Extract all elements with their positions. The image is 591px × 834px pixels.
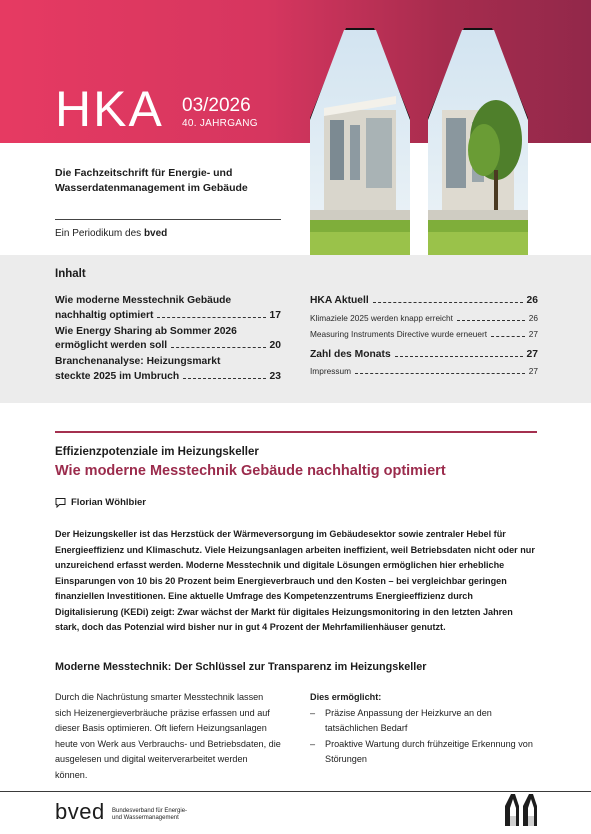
toc-page-number: 26 <box>526 295 538 306</box>
contents-heading: Inhalt <box>55 268 86 280</box>
issue-number: 03/2026 <box>182 95 251 116</box>
contents-left-column <box>55 294 281 386</box>
info-box-heading: Dies ermöglicht: <box>310 692 382 702</box>
toc-sub-entry[interactable] <box>310 365 538 378</box>
toc-sub-title: Klimaziele 2025 werden knapp erreicht <box>310 312 453 323</box>
toc-page-number: 23 <box>269 370 281 382</box>
article-headline: Wie moderne Messtechnik Gebäude nachhaltig optimiert <box>55 463 446 479</box>
toc-sub-title: Measuring Instruments Directive wurde erneuert <box>310 328 488 339</box>
toc-entry[interactable] <box>55 355 281 384</box>
author-name: Florian Wöhlbier <box>71 497 146 508</box>
toc-section-title: HKA Aktuell <box>310 295 369 306</box>
org-line-2: und Wassermanagement <box>112 815 179 821</box>
leader-dots <box>171 347 265 348</box>
article-author <box>55 497 146 508</box>
speech-bubble-icon <box>55 497 66 508</box>
bullet-text: Proaktive Wartung durch frühzeitige Erkennung von Störungen <box>325 738 533 764</box>
article-lead: Der Heizungskeller ist das Herzstück der Wärmeversorgung im Gebäudesektor sowie zentraler Hebel für Energieeffizienz und Klimaschutz. Viele Heizungsanlagen arbeiten ineffizient, weil Betriebsdaten nicht oder nur unzureichend erfasst werden. Moderne Messtechnik und digitale Lösungen ermöglichen hier erhebliche Einsparungen von 10 bis 20 Prozent beim Energieverbrauch und den Kosten – bei vergleichbar geringen finanziellen Investitionen. Eine aktuelle Umfrage des Kompetenzzentrums Energieeffizienz durch Digitalisierung (KEDi) zeigt: Zwar wächst der Markt für digitales Heizungsmonitoring in den letzten Jahren stark, doch das Potenzial wird bisher nur in gut 4 Prozent der Mehrfamilienhäuser genutzt. <box>55 529 535 632</box>
volume-label: 40. JAHRGANG <box>182 118 258 129</box>
leader-dots <box>395 356 523 357</box>
leader-dots <box>491 336 525 337</box>
bullet-text: Präzise Anpassung der Heizkurve an den tatsächlichen Bedarf <box>325 707 492 733</box>
publisher-prefix: Ein Periodikum des <box>55 228 144 239</box>
toc-entry-title-line2: steckte 2025 im Umbruch <box>55 370 180 382</box>
leader-dots <box>183 378 265 379</box>
article-body-left: Durch die Nachrüstung smarter Messtechnik lassen sich Heizenergieverbräuche präzise erfassen und auf dieser Basis optimieren. Oft liefern Heizungsanlagen heute von Werk aus Verbrauchs- und Betriebsdaten, die ausgelesen und digital weiterverarbeitet werden können. <box>55 692 281 780</box>
toc-page-number: 27 <box>528 328 538 339</box>
bved-org-name <box>112 808 222 822</box>
publisher-org: bved <box>143 228 168 239</box>
article-kicker: Effizienzpotenziale im Heizungskeller <box>55 446 259 458</box>
leader-dots <box>373 302 523 303</box>
bullet-item <box>310 706 538 737</box>
toc-section-zahl-des-monats[interactable] <box>310 348 538 363</box>
contents-right-column <box>310 294 538 378</box>
divider <box>55 219 281 220</box>
toc-page-number: 17 <box>269 309 281 321</box>
aa-mark-icon <box>502 790 540 828</box>
toc-section-title: Zahl des Monats <box>310 348 391 360</box>
bullet-item <box>310 737 538 768</box>
bved-logo: bved <box>55 799 105 824</box>
toc-page-number: 27 <box>528 366 538 376</box>
aa-photo-graphic <box>300 0 591 262</box>
magazine-logo: HKA <box>55 81 164 137</box>
toc-entry-title-line1: Wie Energy Sharing ab Sommer 2026 <box>55 325 237 337</box>
magazine-tagline: Die Fachzeitschrift für Energie- und Wasserdatenmanagement im Gebäude <box>55 167 248 194</box>
bullet-marker: – <box>310 738 316 749</box>
leader-dots <box>157 317 265 318</box>
toc-entry-title-line2: ermöglicht werden soll <box>55 340 168 351</box>
toc-entry-title-line1: Branchenanalyse: Heizungsmarkt <box>55 356 221 367</box>
toc-page-number: 26 <box>528 312 538 323</box>
publisher-line <box>55 228 167 239</box>
toc-sub-entry[interactable] <box>310 312 538 325</box>
leader-dots <box>355 373 525 374</box>
toc-page-number: 20 <box>269 340 281 351</box>
leader-dots <box>457 320 525 321</box>
article-info-box <box>310 690 538 768</box>
toc-section-hka-aktuell[interactable] <box>310 294 538 309</box>
toc-entry[interactable] <box>55 294 281 323</box>
bullet-marker: – <box>310 707 316 718</box>
toc-entry-title-line2: nachhaltig optimiert <box>55 309 154 321</box>
toc-page-number: 27 <box>526 348 538 360</box>
org-line-1: Bundesverband für Energie- <box>112 808 188 814</box>
toc-entry[interactable] <box>55 325 281 354</box>
toc-sub-title: Impressum <box>310 366 352 376</box>
toc-sub-entry[interactable] <box>310 328 538 341</box>
toc-entry-title-line1: Wie moderne Messtechnik Gebäude <box>55 295 232 306</box>
article-subhead: Moderne Messtechnik: Der Schlüssel zur Transparenz im Heizungskeller <box>55 661 427 673</box>
article-divider <box>55 431 537 433</box>
